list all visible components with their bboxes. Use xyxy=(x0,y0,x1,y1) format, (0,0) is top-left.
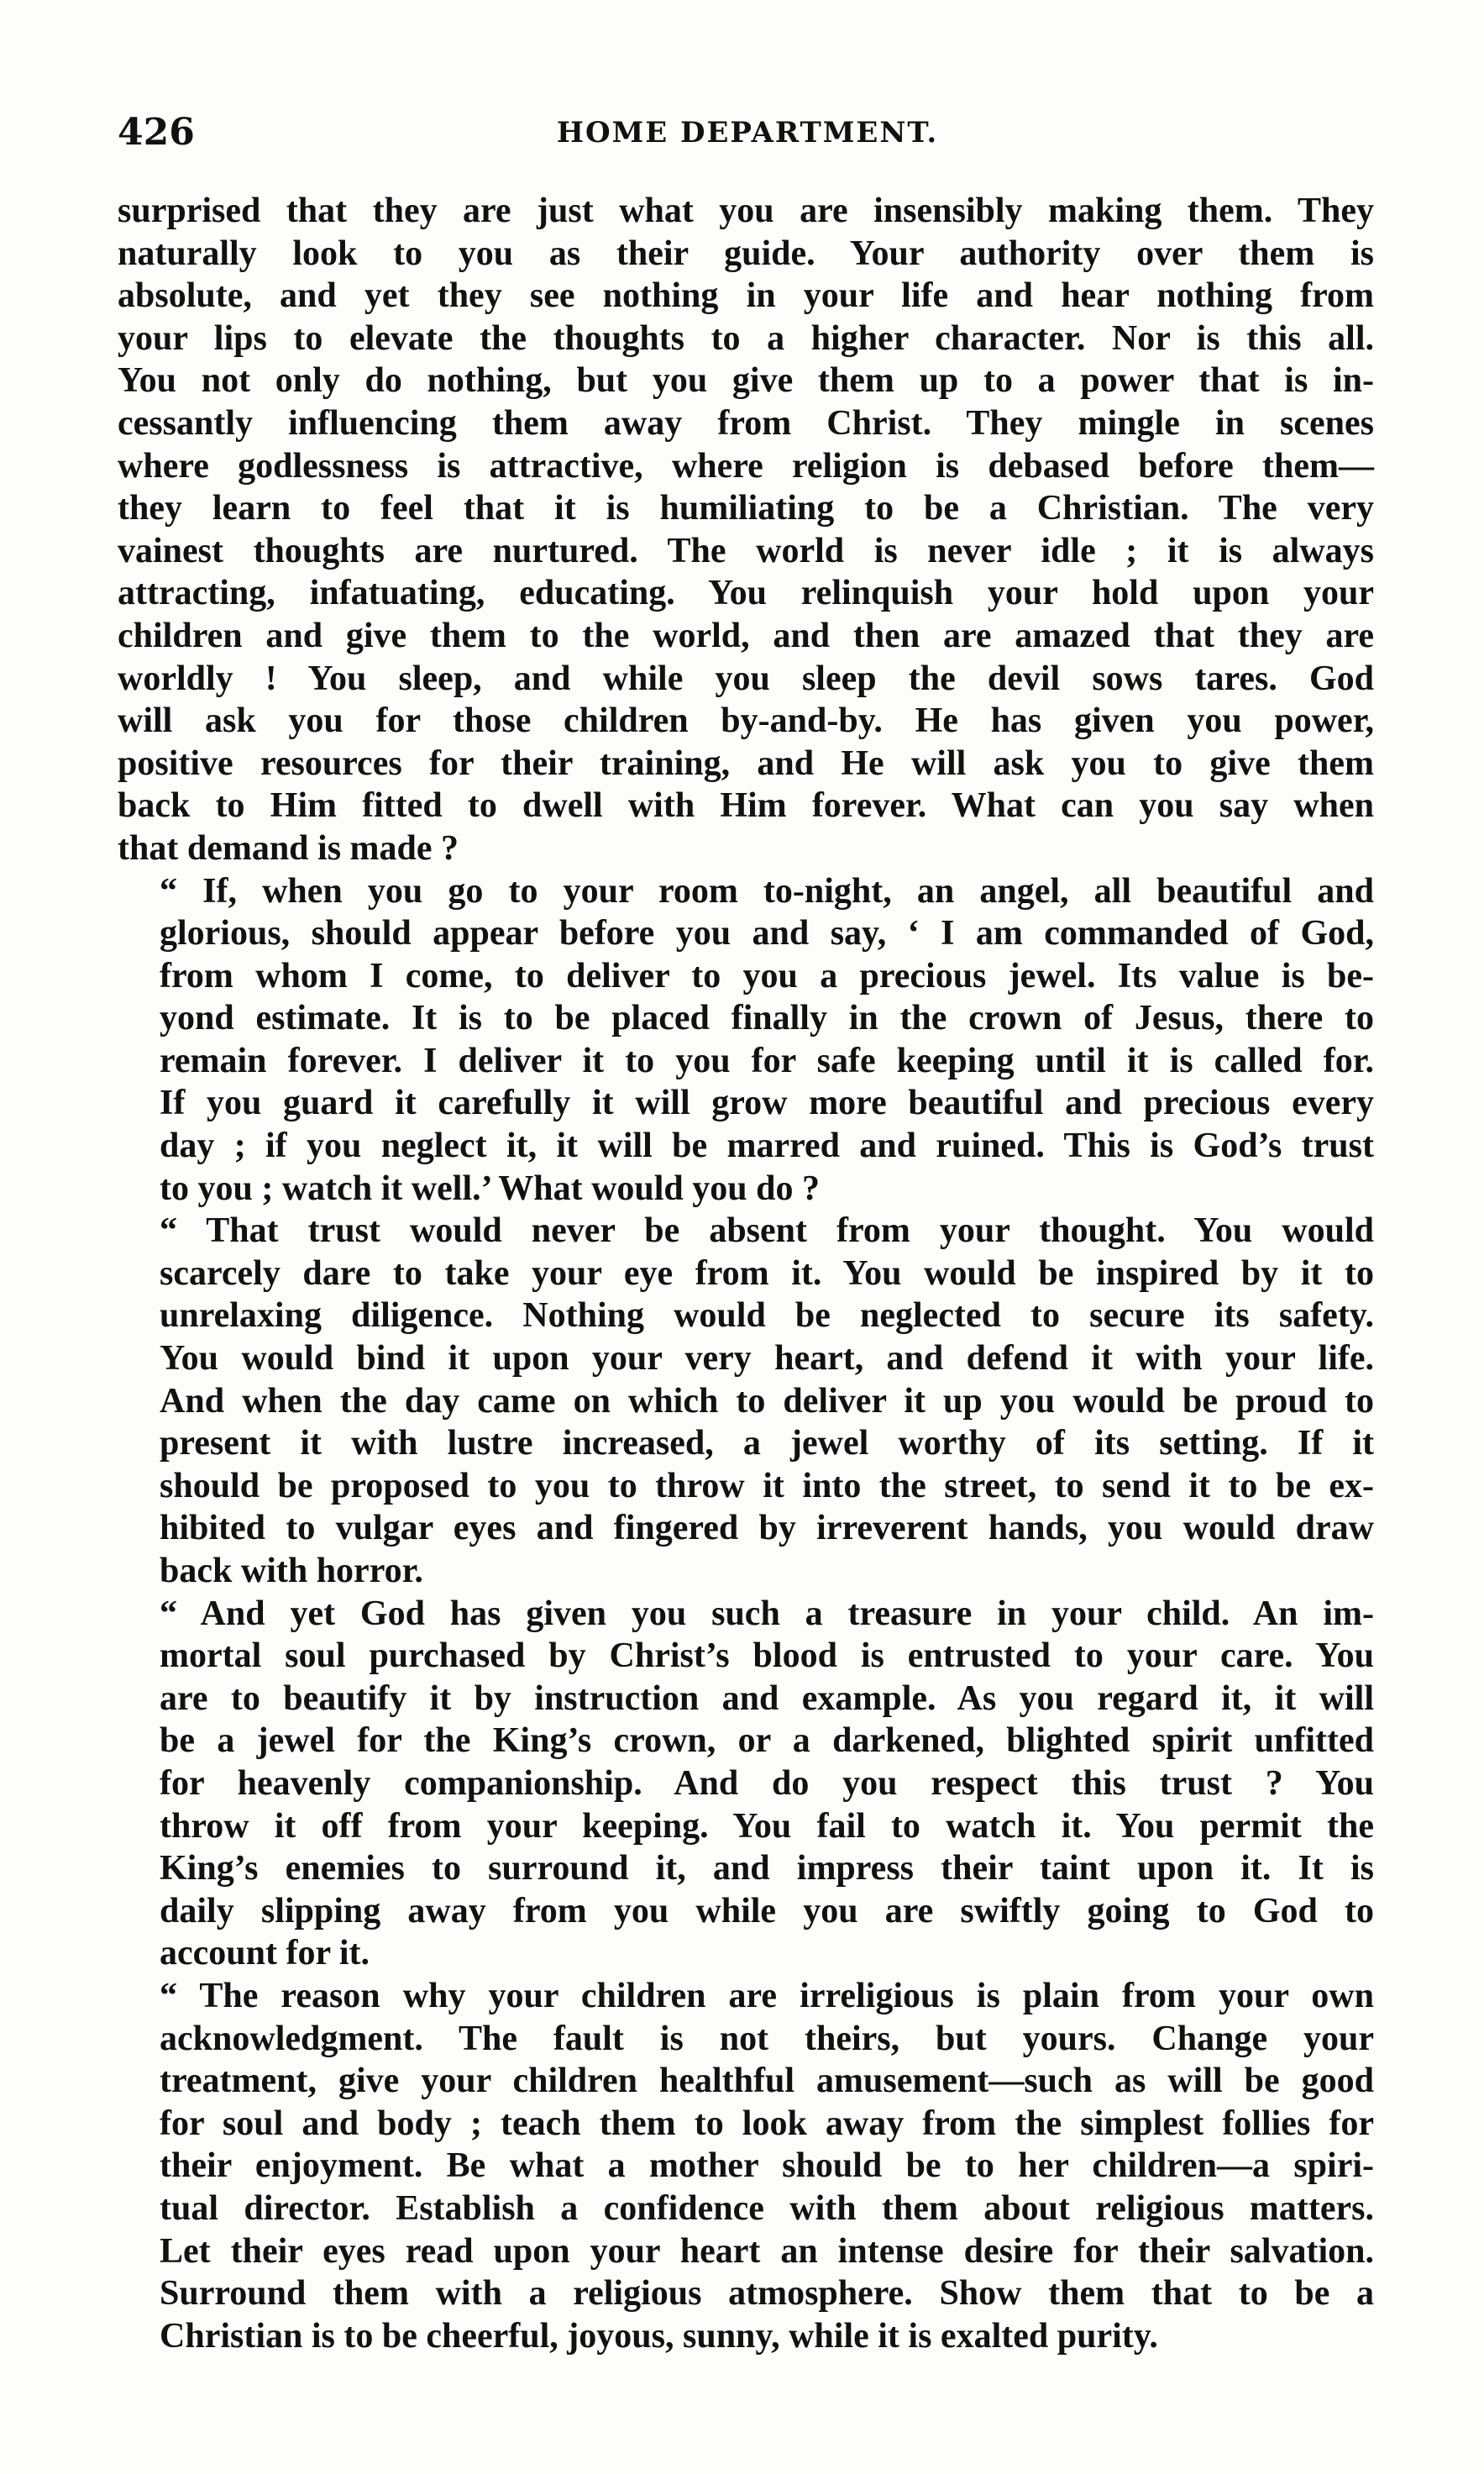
text-line: account for it. xyxy=(160,1934,370,1973)
text-line: for soul and body ; teach them to look away from the simplest follies for xyxy=(160,2104,1374,2143)
text-line: mortal soul purchased by Christ’s blood is entrusted to your care. You xyxy=(160,1636,1374,1676)
text-line: “ If, when you go to your room to-night, an angel, all beautiful and xyxy=(160,871,1374,911)
paragraph xyxy=(118,1975,1374,2357)
text-line: where godlessness is attractive, where religion is debased before them— xyxy=(118,446,1374,486)
text-line: back to Him fitted to dwell with Him forever. What can you say when xyxy=(118,786,1374,826)
text-line: for heavenly companionship. And do you respect this trust ? You xyxy=(160,1763,1374,1803)
text-line: naturally look to you as their guide. Your authority over them is xyxy=(118,234,1374,273)
text-line: “ The reason why your children are irreligious is plain from your own xyxy=(160,1976,1374,2015)
text-line: Let their eyes read upon your heart an intense desire for their salvation. xyxy=(160,2231,1374,2271)
text-line: their enjoyment. Be what a mother should be to her children—a spiri- xyxy=(160,2146,1374,2186)
paragraph xyxy=(118,190,1374,870)
text-line: You not only do nothing, but you give them up to a power that is in- xyxy=(118,361,1374,401)
text-line: back with horror. xyxy=(160,1552,423,1590)
text-line: to you ; watch it well.’ What would you do ? xyxy=(160,1169,821,1208)
text-line: be a jewel for the King’s crown, or a darkened, blighted spirit unfitted xyxy=(160,1721,1374,1761)
text-line: scarcely dare to take your eye from it. You would be inspired by it to xyxy=(160,1253,1374,1293)
text-line: If you guard it carefully it will grow more beautiful and precious every xyxy=(160,1084,1374,1123)
paragraph xyxy=(118,870,1374,1211)
text-line: should be proposed to you to throw it into the street, to send it to be ex- xyxy=(160,1466,1374,1505)
text-line: daily slipping away from you while you are swiftly going to God to xyxy=(160,1891,1374,1930)
text-line: hibited to vulgar eyes and fingered by irreverent hands, you would draw xyxy=(160,1509,1374,1548)
text-line: they learn to feel that it is humiliating to be a Christian. The very xyxy=(118,489,1374,528)
text-line: remain forever. I deliver it to you for safe keeping until it is called for. xyxy=(160,1041,1374,1080)
text-line: are to beautify it by instruction and example. As you regard it, it will xyxy=(160,1678,1374,1718)
text-line: acknowledgment. The fault is not theirs, but yours. Change your xyxy=(160,2019,1374,2058)
text-line: yond estimate. It is to be placed finally in the crown of Jesus, there to xyxy=(160,999,1374,1038)
paragraph xyxy=(118,1210,1374,1592)
text-line: Christian is to be cheerful, joyous, sunny, while it is exalted purity. xyxy=(160,2316,1158,2356)
paragraph xyxy=(118,1593,1374,1975)
text-line: worldly ! You sleep, and while you sleep the devil sows tares. God xyxy=(118,659,1374,698)
text-line: children and give them to the world, and then are amazed that they are xyxy=(118,616,1374,655)
body-text xyxy=(118,190,1374,2357)
running-head: HOME DEPARTMENT. xyxy=(556,116,939,150)
text-line: treatment, give your children healthful amusement—such as will be good xyxy=(160,2062,1374,2101)
text-line: throw it off from your keeping. You fail to watch it. You permit the xyxy=(160,1806,1374,1846)
text-line: “ And yet God has given you such a treasure in your child. An im- xyxy=(160,1594,1374,1633)
text-line: present it with lustre increased, a jewel worthy of its setting. If it xyxy=(160,1424,1374,1463)
text-line: vainest thoughts are nurtured. The world is never idle ; it is always xyxy=(118,531,1374,570)
text-line: absolute, and yet they see nothing in your life and hear nothing from xyxy=(118,276,1374,316)
text-line: And when the day came on which to deliver it up you would be proud to xyxy=(160,1381,1374,1421)
text-line: cessantly influencing them away from Christ. They mingle in scenes xyxy=(118,403,1374,443)
text-line: “ That trust would never be absent from your thought. You would xyxy=(160,1211,1374,1251)
text-line: day ; if you neglect it, it will be marred and ruined. This is God’s trust xyxy=(160,1127,1374,1166)
text-line: King’s enemies to surround it, and impress their taint upon it. It is xyxy=(160,1849,1374,1888)
page-number: 426 xyxy=(118,111,195,154)
page-header xyxy=(118,108,1377,158)
text-line: tual director. Establish a confidence with them about religious matters. xyxy=(160,2188,1374,2228)
text-line: will ask you for those children by-and-by. He has given you power, xyxy=(118,701,1374,741)
text-line: that demand is made ? xyxy=(118,828,459,868)
text-line: glorious, should appear before you and say, ‘ I am commanded of God, xyxy=(160,914,1374,953)
text-line: You would bind it upon your very heart, and defend it with your life. xyxy=(160,1339,1374,1379)
text-line: Surround them with a religious atmosphere. Show them that to be a xyxy=(160,2274,1374,2314)
text-line: attracting, infatuating, educating. You relinquish your hold upon your xyxy=(118,574,1374,613)
text-line: your lips to elevate the thoughts to a higher character. Nor is this all. xyxy=(118,318,1374,358)
text-line: surprised that they are just what you are insensibly making them. They xyxy=(118,192,1374,230)
text-line: from whom I come, to deliver to you a precious jewel. Its value is be- xyxy=(160,956,1374,995)
text-line: positive resources for their training, and He will ask you to give them xyxy=(118,743,1374,783)
text-line: unrelaxing diligence. Nothing would be neglected to secure its safety. xyxy=(160,1296,1374,1336)
